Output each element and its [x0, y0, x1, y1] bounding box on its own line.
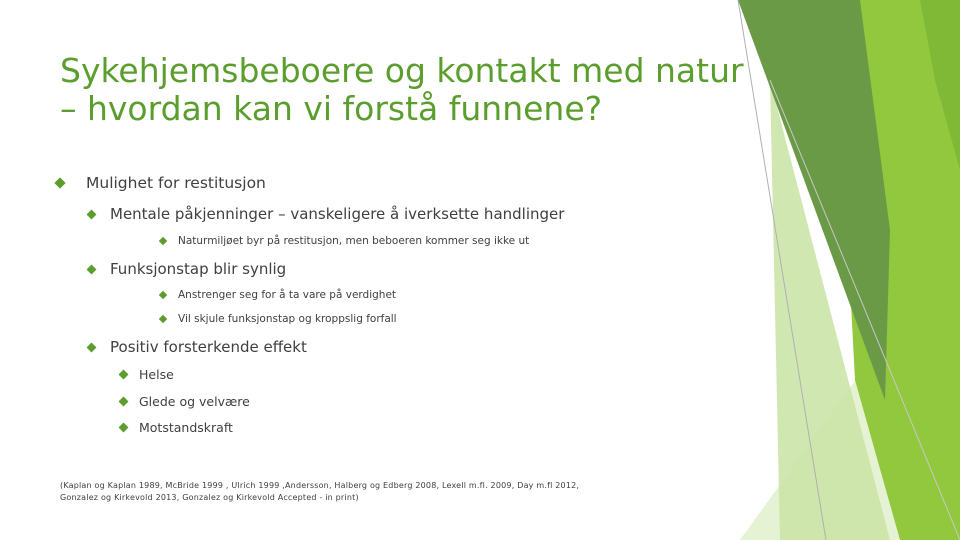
- bullet-naturmiljoet: [160, 235, 529, 247]
- title-line-1: Sykehjemsbeboere og kontakt med natur: [60, 51, 744, 90]
- diamond-bullet-icon: [119, 423, 129, 433]
- bullet-text: Helse: [139, 367, 174, 382]
- bullet-text: Mulighet for restitusjon: [86, 174, 266, 192]
- diamond-bullet-icon: [87, 209, 97, 219]
- diamond-bullet-icon: [159, 237, 167, 245]
- diamond-bullet-icon: [119, 370, 129, 380]
- bullet-glede: [120, 394, 250, 409]
- bullet-motstandskraft: [120, 420, 233, 435]
- diamond-bullet-icon: [159, 291, 167, 299]
- bullet-skjule-funksjonstap: [160, 313, 397, 325]
- bullet-text: Vil skjule funksjonstap og kroppslig forfall: [178, 313, 397, 325]
- bullet-text: Mentale påkjenninger – vanskeligere å iverksette handlinger: [110, 205, 565, 223]
- bullet-text: Naturmiljøet byr på restitusjon, men beboeren kommer seg ikke ut: [178, 235, 530, 247]
- bullet-mentale-pakjenninger: [88, 205, 564, 223]
- diamond-bullet-icon: [87, 264, 97, 274]
- bullet-text: Anstrenger seg for å ta vare på verdighet: [178, 289, 397, 301]
- bullet-helse: [120, 367, 174, 382]
- references: (Kaplan og Kaplan 1989, McBride 1999 , Ulrich 1999 ,Andersson, Halberg og Edberg 2008, Lexell m.fl. 2009, Day m.fl 2012, Gonzalez og Kirkevold 2013, Gonzalez og Kirkevold Accepted - in print): [60, 481, 580, 502]
- bullet-text: Funksjonstap blir synlig: [110, 260, 287, 278]
- bullet-funksjonstap: [88, 260, 286, 278]
- diamond-bullet-icon: [54, 177, 65, 188]
- slide-title: [60, 52, 760, 128]
- bullet-restitusjon: [56, 174, 266, 192]
- diamond-bullet-icon: [119, 397, 129, 407]
- title-line-2: – hvordan kan vi forstå funnene?: [60, 89, 603, 128]
- bullet-text: Motstandskraft: [139, 420, 233, 435]
- bullet-positiv-effekt: [88, 338, 307, 356]
- bullet-text: Positiv forsterkende effekt: [110, 338, 307, 356]
- diamond-bullet-icon: [159, 315, 167, 323]
- bullet-anstrenger-seg: [160, 289, 396, 301]
- diamond-bullet-icon: [87, 342, 97, 352]
- bullet-text: Glede og velvære: [139, 394, 250, 409]
